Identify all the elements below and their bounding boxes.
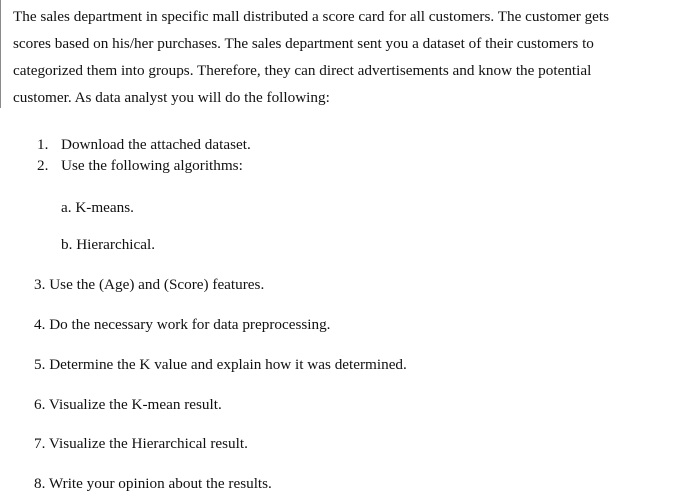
intro-line-1: The sales department in specific mall distributed a score card for all customers. The customer gets (13, 8, 610, 25)
list-number: 1. (37, 136, 49, 153)
list-text: Use the following algorithms: (61, 157, 243, 174)
task-item-8: 8. Write your opinion about the results. (34, 475, 272, 492)
task-item-5: 5. Determine the K value and explain how it was determined. (34, 356, 407, 373)
left-border (0, 0, 1, 108)
sub-item-kmeans: a. K-means. (61, 199, 134, 216)
list-item-1 (37, 136, 251, 154)
task-item-6: 6. Visualize the K-mean result. (34, 396, 222, 413)
sub-item-hierarchical: b. Hierarchical. (61, 236, 156, 253)
task-item-4: 4. Do the necessary work for data preprocessing. (34, 316, 331, 333)
intro-line-4: customer. As data analyst you will do the following: (13, 89, 330, 106)
intro-line-2: scores based on his/her purchases. The sales department sent you a dataset of their customers to (13, 35, 594, 52)
list-number: 2. (37, 157, 49, 174)
task-item-7: 7. Visualize the Hierarchical result. (34, 435, 248, 452)
intro-line-3: categorized them into groups. Therefore, they can direct advertisements and know the potential (13, 62, 592, 79)
list-text: Download the attached dataset. (61, 136, 251, 153)
task-item-3: 3. Use the (Age) and (Score) features. (34, 276, 265, 293)
list-item-2 (37, 157, 243, 175)
